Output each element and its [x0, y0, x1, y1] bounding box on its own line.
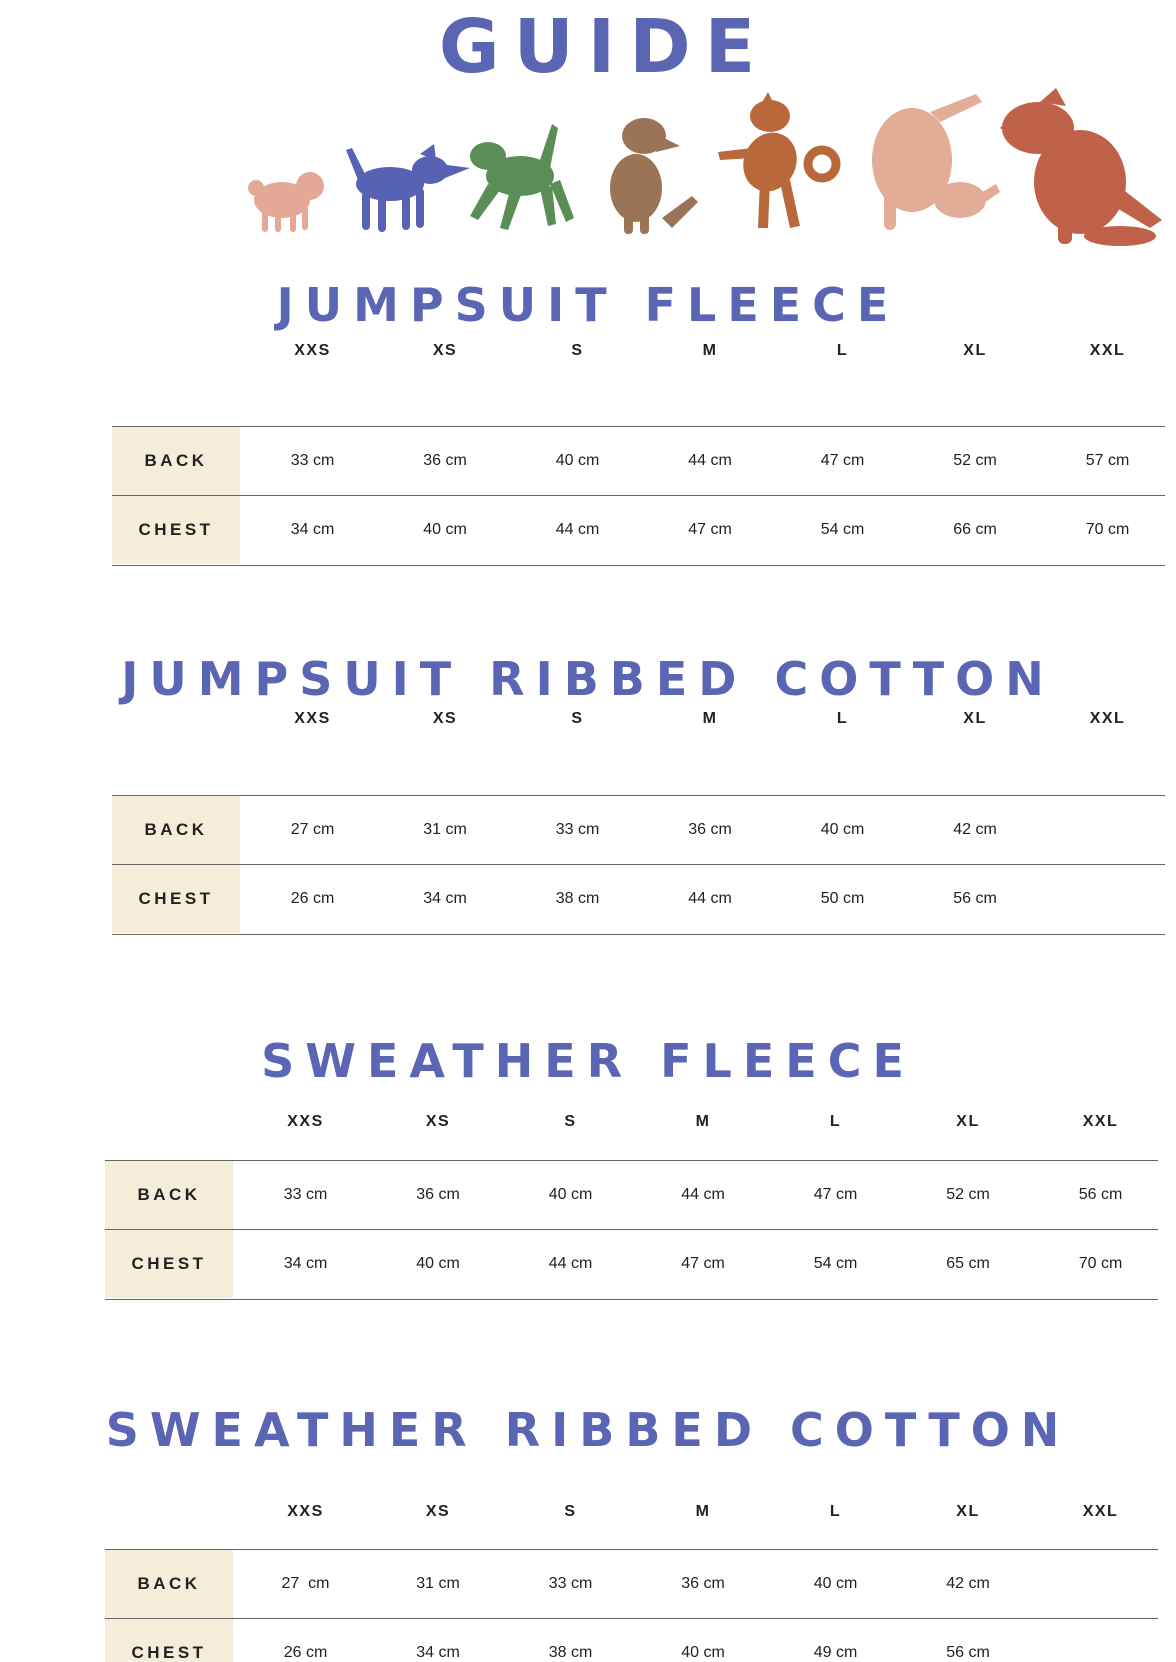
- size-label: XXS: [287, 1503, 324, 1520]
- row-label: CHEST: [105, 1230, 233, 1298]
- table-cell: 49 cm: [813, 1644, 858, 1661]
- size-label: S: [564, 1503, 577, 1520]
- table-row: [105, 1618, 1158, 1662]
- table-cell: 66 cm: [953, 521, 997, 538]
- table-cell: 33 cm: [290, 452, 335, 469]
- size-label: S: [571, 342, 584, 359]
- table-row: [112, 426, 1165, 495]
- table-cell: 50 cm: [820, 890, 865, 907]
- page-title: GUIDE: [438, 4, 770, 90]
- row-label: BACK: [112, 796, 240, 864]
- table-cell: 31 cm: [423, 821, 467, 838]
- table-cell: 40 cm: [813, 1575, 858, 1592]
- table-cell: 33 cm: [283, 1186, 328, 1203]
- table-cell: 38 cm: [555, 890, 600, 907]
- table-cell: 40 cm: [423, 521, 467, 538]
- table-cell: 47 cm: [681, 1255, 725, 1272]
- size-header: [0, 1113, 1176, 1143]
- size-label: XXL: [1082, 1113, 1119, 1130]
- table-cell: 54 cm: [820, 521, 865, 538]
- size-table-jumpsuit-ribbed-cotton: [112, 795, 1165, 935]
- size-label: M: [695, 1113, 711, 1130]
- dog-7-illustration: [1000, 88, 1162, 246]
- table-cell: 40 cm: [555, 452, 600, 469]
- size-label: XL: [963, 342, 987, 359]
- table-cell: [1044, 865, 1171, 933]
- table-cell: 44 cm: [688, 890, 732, 907]
- table-cell: 56 cm: [1078, 1186, 1123, 1203]
- table-cell: 42 cm: [946, 1575, 990, 1592]
- table-cell: 44 cm: [555, 521, 600, 538]
- row-label: CHEST: [112, 865, 240, 933]
- size-label: XS: [425, 1503, 451, 1520]
- table-row: [105, 1229, 1158, 1298]
- size-label: XS: [432, 710, 458, 727]
- size-table-jumpsuit-fleece: [112, 426, 1165, 566]
- table-cell: 54 cm: [813, 1255, 858, 1272]
- size-label: XXS: [294, 342, 331, 359]
- size-table-sweather-fleece: [105, 1160, 1158, 1300]
- table-row: [112, 495, 1165, 564]
- table-cell: 56 cm: [946, 1644, 990, 1661]
- size-label: XXS: [294, 710, 331, 727]
- size-label: L: [836, 342, 849, 359]
- size-label: M: [695, 1503, 711, 1520]
- size-label: XS: [432, 342, 458, 359]
- size-label: L: [829, 1503, 842, 1520]
- row-label: CHEST: [105, 1619, 233, 1662]
- table-cell: 31 cm: [416, 1575, 460, 1592]
- row-label: CHEST: [112, 496, 240, 564]
- table-cell: 47 cm: [813, 1186, 858, 1203]
- dog-4-illustration: [610, 118, 698, 234]
- table-cell: 36 cm: [681, 1575, 725, 1592]
- table-cell: 44 cm: [681, 1186, 725, 1203]
- table-row: [105, 1160, 1158, 1229]
- section-title-sweather-ribbed-cotton: SWEATHER RIBBED COTTON: [105, 1403, 1071, 1457]
- table-cell: 33 cm: [548, 1575, 593, 1592]
- table-cell: 36 cm: [688, 821, 732, 838]
- section-title-jumpsuit-fleece: JUMPSUIT FLEECE: [276, 278, 900, 332]
- table-cell: 42 cm: [953, 821, 997, 838]
- dog-2-illustration: [346, 144, 470, 232]
- table-cell: 26 cm: [290, 890, 335, 907]
- size-label: L: [829, 1113, 842, 1130]
- dog-5-illustration: [718, 92, 836, 228]
- size-header: [0, 342, 1176, 372]
- table-row: [105, 1549, 1158, 1618]
- table-cell: 57 cm: [1085, 452, 1130, 469]
- section-title-jumpsuit-ribbed-cotton: JUMPSUIT RIBBED COTTON: [121, 652, 1055, 706]
- table-cell: 47 cm: [688, 521, 732, 538]
- size-header: [0, 1503, 1176, 1533]
- table-cell: 27 cm: [290, 821, 335, 838]
- size-label: XXS: [287, 1113, 324, 1130]
- row-label: BACK: [105, 1161, 233, 1229]
- table-cell: 34 cm: [290, 521, 335, 538]
- size-table-sweather-ribbed-cotton: [105, 1549, 1158, 1662]
- table-cell: 36 cm: [416, 1186, 460, 1203]
- table-cell: 52 cm: [953, 452, 997, 469]
- table-cell: 70 cm: [1085, 521, 1130, 538]
- dog-illustrations: [0, 88, 1176, 258]
- table-cell: 27 cm: [281, 1575, 330, 1592]
- table-cell: 52 cm: [946, 1186, 990, 1203]
- size-label: S: [564, 1113, 577, 1130]
- table-cell: 33 cm: [555, 821, 600, 838]
- size-label: XXL: [1082, 1503, 1119, 1520]
- table-cell: 65 cm: [946, 1255, 990, 1272]
- table-cell: 56 cm: [953, 890, 997, 907]
- table-cell: 38 cm: [548, 1644, 593, 1661]
- table-cell: 34 cm: [423, 890, 467, 907]
- size-header: [0, 710, 1176, 740]
- size-label: M: [702, 342, 718, 359]
- table-cell: [1044, 796, 1171, 864]
- size-label: XL: [956, 1503, 980, 1520]
- size-label: XL: [963, 710, 987, 727]
- table-cell: [1037, 1550, 1164, 1618]
- table-cell: 40 cm: [820, 821, 865, 838]
- size-label: XL: [956, 1113, 980, 1130]
- size-label: L: [836, 710, 849, 727]
- table-cell: 70 cm: [1078, 1255, 1123, 1272]
- table-cell: 40 cm: [681, 1644, 725, 1661]
- size-label: XXL: [1089, 710, 1126, 727]
- table-cell: 47 cm: [820, 452, 865, 469]
- row-label: BACK: [105, 1550, 233, 1618]
- dog-6-illustration: [872, 94, 1000, 230]
- table-cell: 34 cm: [416, 1644, 460, 1661]
- table-row: [112, 795, 1165, 864]
- dog-3-illustration: [470, 124, 574, 230]
- table-cell: [1037, 1619, 1164, 1662]
- size-label: M: [702, 710, 718, 727]
- table-row: [112, 864, 1165, 933]
- section-title-sweather-fleece: SWEATHER FLEECE: [261, 1034, 915, 1088]
- size-label: S: [571, 710, 584, 727]
- table-cell: 40 cm: [548, 1186, 593, 1203]
- size-label: XS: [425, 1113, 451, 1130]
- table-cell: 34 cm: [283, 1255, 328, 1272]
- table-cell: 44 cm: [688, 452, 732, 469]
- row-label: BACK: [112, 427, 240, 495]
- table-cell: 40 cm: [416, 1255, 460, 1272]
- dog-1-illustration: [248, 172, 324, 232]
- size-label: XXL: [1089, 342, 1126, 359]
- table-cell: 36 cm: [423, 452, 467, 469]
- table-cell: 26 cm: [283, 1644, 328, 1661]
- table-cell: 44 cm: [548, 1255, 593, 1272]
